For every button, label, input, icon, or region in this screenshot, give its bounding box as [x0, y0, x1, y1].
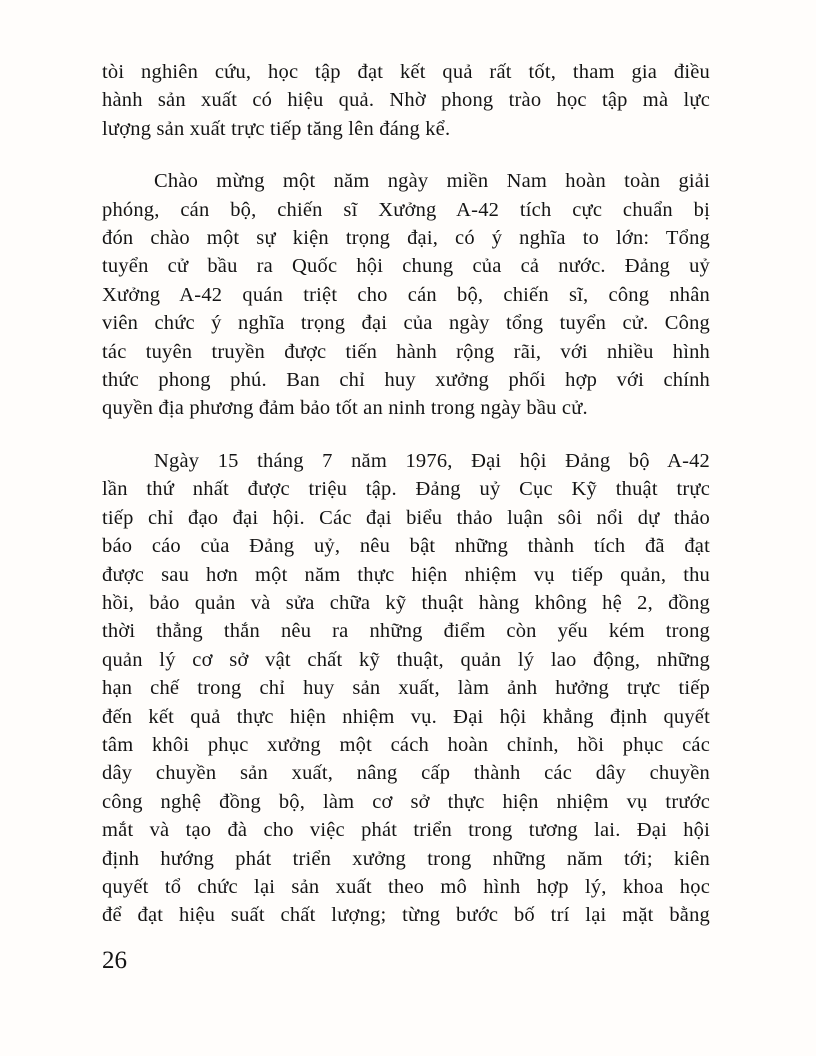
text-line: lượng sản xuất trực tiếp tăng lên đáng kể. [102, 117, 451, 140]
text-line: quản lý cơ sở vật chất kỹ thuật, quản lý lao động, những [102, 648, 710, 671]
paragraph [102, 167, 710, 423]
text-line: mắt và tạo đà cho việc phát triển trong tương lai. Đại hội [102, 819, 710, 842]
text-line: để đạt hiệu suất chất lượng; từng bước bố trí lại mặt bằng [102, 904, 710, 927]
text-line: thời thẳng thắn nêu ra những điểm còn yếu kém trong [102, 620, 710, 643]
text-line: báo cáo của Đảng uỷ, nêu bật những thành tích đã đạt [102, 535, 710, 558]
text-line: tòi nghiên cứu, học tập đạt kết quả rất tốt, tham gia điều [102, 61, 710, 83]
text-line: tác tuyên truyền được tiến hành rộng rãi, với nhiều hình [102, 340, 710, 363]
text-line: tâm khôi phục xưởng một cách hoàn chỉnh, hồi phục các [102, 733, 710, 756]
page-number: 26 [102, 947, 127, 974]
text-line: hạn chế trong chỉ huy sản xuất, làm ảnh hưởng trực tiếp [102, 677, 710, 700]
text-line: dây chuyền sản xuất, nâng cấp thành các dây chuyền [102, 762, 710, 785]
text-line: công nghệ đồng bộ, làm cơ sở thực hiện nhiệm vụ trước [102, 790, 710, 813]
text-line: Chào mừng một năm ngày miền Nam hoàn toàn giải [154, 170, 710, 193]
text-line: định hướng phát triển xưởng trong những năm tới; kiên [102, 847, 710, 870]
text-line: quyết tổ chức lại sản xuất theo mô hình hợp lý, khoa học [102, 875, 710, 898]
text-line: tiếp chỉ đạo đại hội. Các đại biểu thảo luận sôi nổi dự thảo [102, 506, 710, 529]
text-line: lần thứ nhất được triệu tập. Đảng uỷ Cục Kỹ thuật trực [102, 478, 710, 501]
text-line: được sau hơn một năm thực hiện nhiệm vụ tiếp quản, thu [102, 563, 710, 586]
text-line: Ngày 15 tháng 7 năm 1976, Đại hội Đảng bộ A-42 [154, 449, 710, 472]
paragraph [102, 58, 710, 143]
text-block [102, 58, 710, 930]
text-line: phóng, cán bộ, chiến sĩ Xưởng A-42 tích cực chuẩn bị [102, 198, 710, 221]
text-line: đến kết quả thực hiện nhiệm vụ. Đại hội khẳng định quyết [102, 705, 710, 728]
text-line: hồi, bảo quản và sửa chữa kỹ thuật hàng không hệ 2, đồng [102, 591, 710, 614]
text-line: quyền địa phương đảm bảo tốt an ninh trong ngày bầu cử. [102, 397, 588, 420]
text-line: đón chào một sự kiện trọng đại, có ý nghĩa to lớn: Tổng [102, 227, 710, 250]
text-line: tuyển cử bầu ra Quốc hội chung của cả nước. Đảng uỷ [102, 255, 710, 278]
text-line: hành sản xuất có hiệu quả. Nhờ phong trào học tập mà lực [102, 89, 710, 112]
text-line: thức phong phú. Ban chỉ huy xưởng phối hợp với chính [102, 369, 710, 392]
text-line: Xưởng A-42 quán triệt cho cán bộ, chiến sĩ, công nhân [102, 283, 710, 306]
text-line: viên chức ý nghĩa trọng đại của ngày tổng tuyển cử. Công [102, 312, 710, 335]
paragraph [102, 447, 710, 930]
